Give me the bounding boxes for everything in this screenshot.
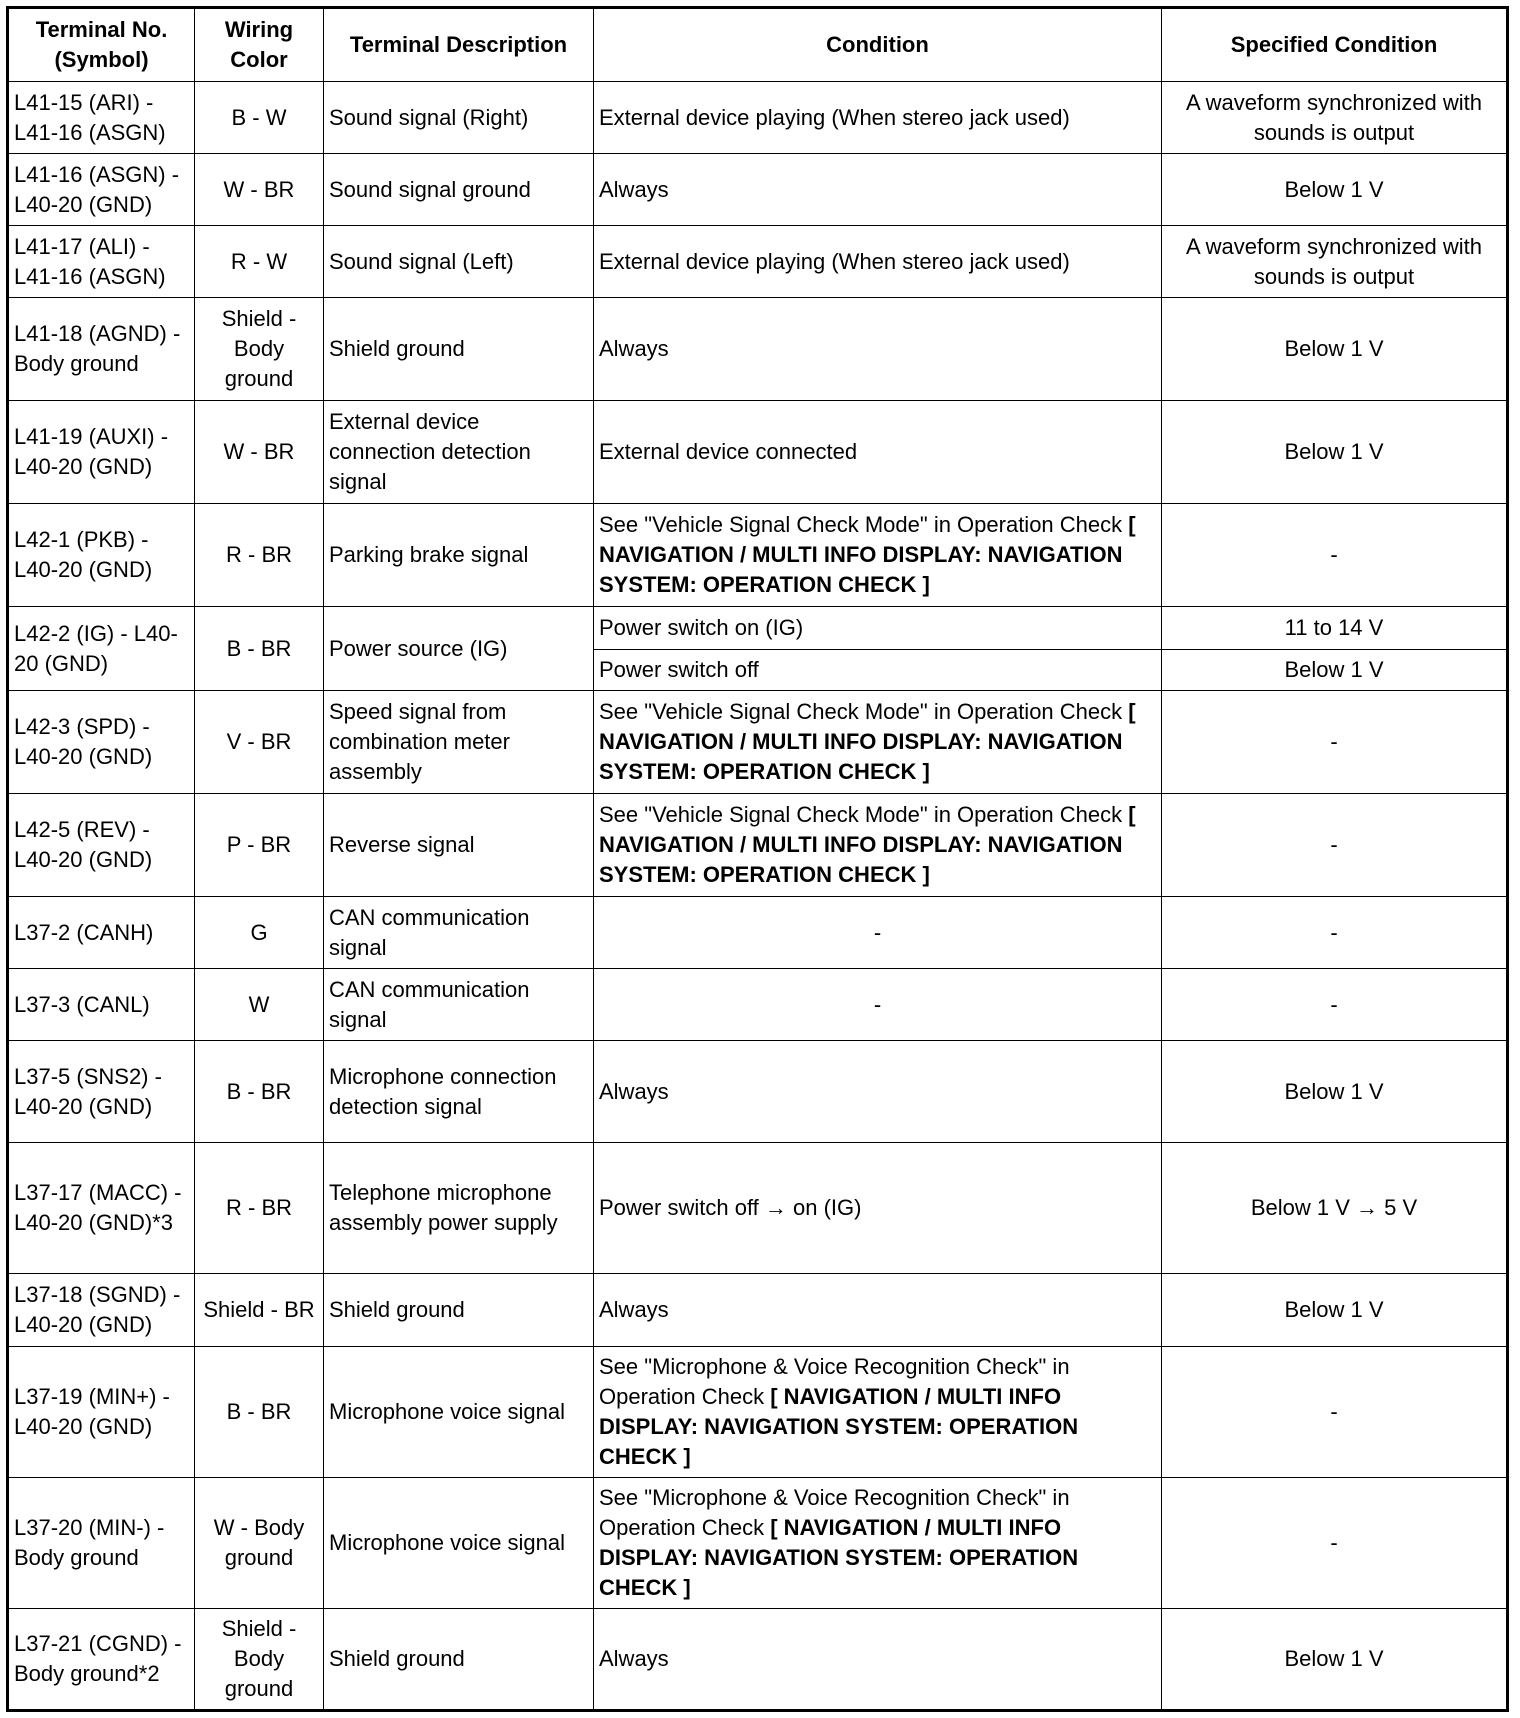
condition-text: Power switch off xyxy=(599,657,759,682)
condition-text: See "Vehicle Signal Check Mode" in Operation Check xyxy=(599,699,1129,724)
condition-cell xyxy=(594,226,1162,298)
specified-condition-cell: Below 1 V xyxy=(1162,1041,1508,1143)
wiring-color-cell: Shield - Body ground xyxy=(195,298,324,401)
terminal-cell: L41-17 (ALI) - L41-16 (ASGN) xyxy=(8,226,195,298)
description-cell: CAN communication signal xyxy=(324,969,594,1041)
terminal-cell: L37-19 (MIN+) - L40-20 (GND) xyxy=(8,1347,195,1478)
specified-condition-cell: - xyxy=(1162,691,1508,794)
description-cell: Microphone voice signal xyxy=(324,1478,594,1609)
condition-text: Always xyxy=(599,1078,669,1104)
terminal-cell: L42-3 (SPD) - L40-20 (GND) xyxy=(8,691,195,794)
condition-cell xyxy=(594,401,1162,504)
header-description: Terminal Description xyxy=(324,8,594,82)
table-row xyxy=(8,154,1508,226)
description-cell: Sound signal ground xyxy=(324,154,594,226)
wiring-color-cell: B - BR xyxy=(195,1347,324,1478)
terminal-table xyxy=(6,6,1509,1712)
description-cell: Speed signal from combination meter assembly xyxy=(324,691,594,794)
table-row xyxy=(8,969,1508,1041)
table-row xyxy=(8,504,1508,607)
condition-cell xyxy=(594,1347,1162,1478)
condition-cell xyxy=(594,969,1162,1041)
condition-text: - xyxy=(873,991,882,1017)
table-row xyxy=(8,226,1508,298)
condition-cell xyxy=(594,1274,1162,1347)
specified-condition-cell: - xyxy=(1162,897,1508,969)
specified-condition-cell: - xyxy=(1162,1347,1508,1478)
description-cell: Shield ground xyxy=(324,1274,594,1347)
condition-text: - xyxy=(873,919,882,945)
condition-cell xyxy=(594,650,1162,691)
terminal-cell: L42-5 (REV) - L40-20 (GND) xyxy=(8,794,195,897)
specified-condition-cell: - xyxy=(1162,1478,1508,1609)
specified-condition-cell: Below 1 V → 5 V xyxy=(1162,1143,1508,1274)
terminal-cell: L41-19 (AUXI) - L40-20 (GND) xyxy=(8,401,195,504)
condition-text: See "Vehicle Signal Check Mode" in Operation Check xyxy=(599,512,1129,537)
wiring-color-cell: R - BR xyxy=(195,504,324,607)
specified-condition-cell: Below 1 V xyxy=(1162,650,1508,691)
specified-condition-cell: Below 1 V xyxy=(1162,1609,1508,1711)
wiring-color-cell: W - BR xyxy=(195,401,324,504)
condition-cell xyxy=(594,1143,1162,1274)
reference-link-text: [ NAVIGATION / MULTI INFO DISPLAY: NAVIGATION SYSTEM: OPERATION CHECK ] xyxy=(599,699,1136,784)
description-cell: Microphone connection detection signal xyxy=(324,1041,594,1143)
condition-text: Always xyxy=(599,1297,669,1322)
condition-text: See "Microphone & Voice Recognition Check" in Operation Check xyxy=(599,1354,1070,1409)
condition-cell xyxy=(594,298,1162,401)
description-cell: Sound signal (Left) xyxy=(324,226,594,298)
wiring-color-cell: R - W xyxy=(195,226,324,298)
terminal-cell: L37-5 (SNS2) - L40-20 (GND) xyxy=(8,1041,195,1143)
wiring-color-cell: R - BR xyxy=(195,1143,324,1274)
condition-cell xyxy=(594,897,1162,969)
table-row xyxy=(8,1274,1508,1347)
description-cell: Shield ground xyxy=(324,1609,594,1711)
table-row xyxy=(8,1041,1508,1143)
condition-cell xyxy=(594,1609,1162,1711)
condition-cell xyxy=(594,1478,1162,1609)
wiring-color-cell: G xyxy=(195,897,324,969)
header-terminal: Terminal No. (Symbol) xyxy=(8,8,195,82)
table-row xyxy=(8,607,1508,650)
terminal-cell: L37-20 (MIN-) - Body ground xyxy=(8,1478,195,1609)
header-wiring-color: Wiring Color xyxy=(195,8,324,82)
table-row xyxy=(8,691,1508,794)
table-row xyxy=(8,1609,1508,1711)
description-cell: CAN communication signal xyxy=(324,897,594,969)
wiring-color-cell: Shield - Body ground xyxy=(195,1609,324,1711)
specified-condition-cell: A waveform synchronized with sounds is output xyxy=(1162,82,1508,154)
table-row xyxy=(8,298,1508,401)
reference-link-text: [ NAVIGATION / MULTI INFO DISPLAY: NAVIGATION SYSTEM: OPERATION CHECK ] xyxy=(599,802,1136,887)
condition-text: Always xyxy=(599,336,669,361)
description-cell: Microphone voice signal xyxy=(324,1347,594,1478)
table-row xyxy=(8,1143,1508,1274)
header-row xyxy=(8,8,1508,82)
wiring-color-cell: Shield - BR xyxy=(195,1274,324,1347)
wiring-color-cell: V - BR xyxy=(195,691,324,794)
reference-link-text: [ NAVIGATION / MULTI INFO DISPLAY: NAVIGATION SYSTEM: OPERATION CHECK ] xyxy=(599,1515,1079,1600)
specified-condition-cell: Below 1 V xyxy=(1162,401,1508,504)
condition-cell xyxy=(594,82,1162,154)
specified-condition-cell: - xyxy=(1162,504,1508,607)
table-row xyxy=(8,897,1508,969)
specified-condition-cell: 11 to 14 V xyxy=(1162,607,1508,650)
table-row xyxy=(8,794,1508,897)
specified-condition-cell: - xyxy=(1162,969,1508,1041)
wiring-color-cell: B - BR xyxy=(195,1041,324,1143)
table-row xyxy=(8,82,1508,154)
description-cell: External device connection detection signal xyxy=(324,401,594,504)
description-cell: Shield ground xyxy=(324,298,594,401)
condition-text: External device connected xyxy=(599,439,858,464)
description-cell: Parking brake signal xyxy=(324,504,594,607)
description-cell: Telephone microphone assembly power supply xyxy=(324,1143,594,1274)
terminal-cell: L37-17 (MACC) - L40-20 (GND)*3 xyxy=(8,1143,195,1274)
wiring-color-cell: W xyxy=(195,969,324,1041)
condition-text: External device playing (When stereo jack used) xyxy=(599,248,1070,274)
terminal-cell: L37-18 (SGND) - L40-20 (GND) xyxy=(8,1274,195,1347)
wiring-color-cell: W - BR xyxy=(195,154,324,226)
wiring-color-cell: B - BR xyxy=(195,607,324,691)
terminal-cell: L37-2 (CANH) xyxy=(8,897,195,969)
condition-cell xyxy=(594,794,1162,897)
specified-condition-cell: Below 1 V xyxy=(1162,154,1508,226)
specified-condition-cell: Below 1 V xyxy=(1162,1274,1508,1347)
terminal-cell: L41-16 (ASGN) - L40-20 (GND) xyxy=(8,154,195,226)
condition-cell xyxy=(594,691,1162,794)
description-cell: Sound signal (Right) xyxy=(324,82,594,154)
terminal-cell: L42-1 (PKB) - L40-20 (GND) xyxy=(8,504,195,607)
condition-text: External device playing (When stereo jack used) xyxy=(599,104,1070,130)
terminal-cell: L37-3 (CANL) xyxy=(8,969,195,1041)
reference-link-text: [ NAVIGATION / MULTI INFO DISPLAY: NAVIGATION SYSTEM: OPERATION CHECK ] xyxy=(599,1384,1079,1469)
condition-text: See "Microphone & Voice Recognition Check" in Operation Check xyxy=(599,1485,1070,1540)
terminal-cell: L41-15 (ARI) - L41-16 (ASGN) xyxy=(8,82,195,154)
header-specified-condition: Specified Condition xyxy=(1162,8,1508,82)
terminal-cell: L42-2 (IG) - L40-20 (GND) xyxy=(8,607,195,691)
condition-text: Always xyxy=(599,1646,669,1671)
condition-text: Power switch on (IG) xyxy=(599,615,804,640)
table-row xyxy=(8,1347,1508,1478)
description-cell: Power source (IG) xyxy=(324,607,594,691)
terminal-cell: L41-18 (AGND) - Body ground xyxy=(8,298,195,401)
condition-cell xyxy=(594,607,1162,650)
condition-cell xyxy=(594,154,1162,226)
table-body xyxy=(8,82,1508,1711)
condition-text: See "Vehicle Signal Check Mode" in Operation Check xyxy=(599,802,1129,827)
table-row xyxy=(8,401,1508,504)
header-condition: Condition xyxy=(594,8,1162,82)
condition-cell xyxy=(594,1041,1162,1143)
terminal-cell: L37-21 (CGND) - Body ground*2 xyxy=(8,1609,195,1711)
wiring-color-cell: W - Body ground xyxy=(195,1478,324,1609)
condition-text: Always xyxy=(599,176,669,202)
specified-condition-cell: Below 1 V xyxy=(1162,298,1508,401)
reference-link-text: [ NAVIGATION / MULTI INFO DISPLAY: NAVIGATION SYSTEM: OPERATION CHECK ] xyxy=(599,512,1136,597)
wiring-color-cell: P - BR xyxy=(195,794,324,897)
table-row xyxy=(8,1478,1508,1609)
specified-condition-cell: A waveform synchronized with sounds is output xyxy=(1162,226,1508,298)
wiring-color-cell: B - W xyxy=(195,82,324,154)
specified-condition-cell: - xyxy=(1162,794,1508,897)
condition-text: Power switch off → on (IG) xyxy=(599,1195,862,1220)
condition-cell xyxy=(594,504,1162,607)
description-cell: Reverse signal xyxy=(324,794,594,897)
